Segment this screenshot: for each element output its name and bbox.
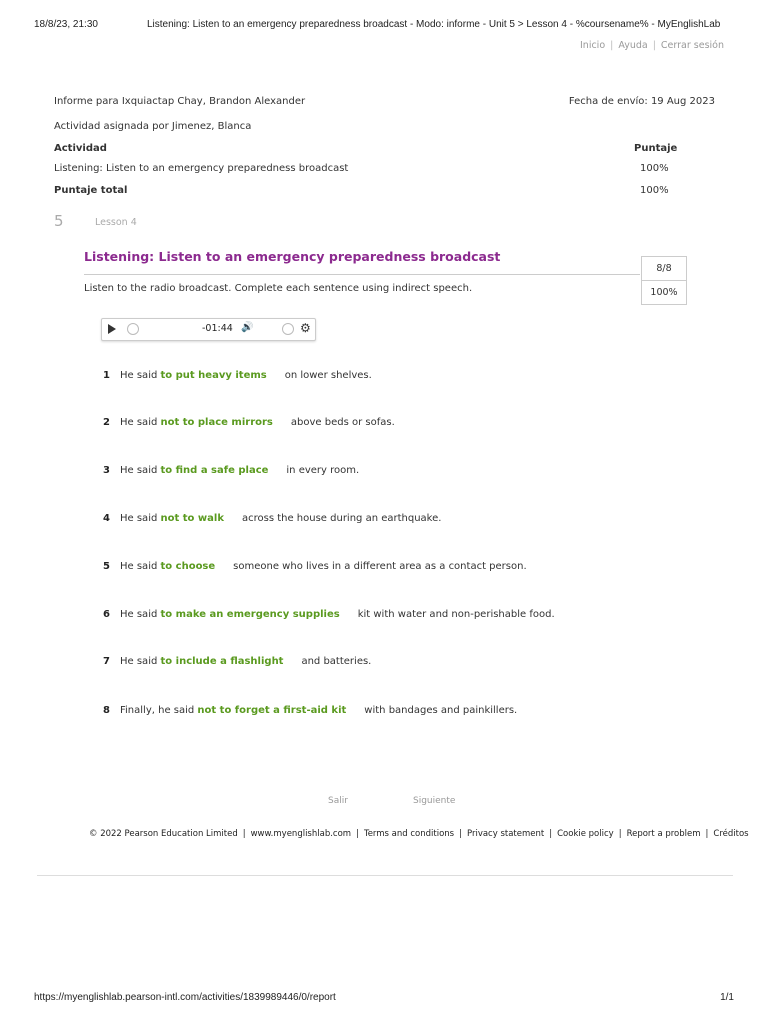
question-prefix: He said [120, 465, 158, 476]
activity-title: Listening: Listen to an emergency preparedness broadcast [84, 249, 501, 264]
print-page-title: Listening: Listen to an emergency preparedness broadcast - Modo: informe - Unit 5 > Lesson 4 - %coursename% - MyEnglishLab [147, 19, 721, 30]
question-prefix: He said [120, 609, 158, 620]
activity-row-score: 100% [640, 163, 669, 174]
question-item [103, 417, 395, 428]
progress-slider[interactable] [127, 323, 139, 335]
footer-link-report[interactable]: Report a problem [626, 829, 701, 839]
question-number: 8 [103, 705, 110, 716]
question-number: 2 [103, 417, 110, 428]
next-button[interactable]: Siguiente [413, 796, 456, 806]
question-number: 4 [103, 513, 110, 524]
question-suffix: and batteries. [301, 656, 372, 667]
question-suffix: on lower shelves. [284, 370, 372, 381]
exit-button[interactable]: Salir [328, 796, 348, 806]
print-datetime: 18/8/23, 21:30 [34, 19, 98, 30]
question-answer: to make an emergency supplies [160, 609, 340, 620]
sent-date: Fecha de envío: 19 Aug 2023 [568, 96, 715, 107]
footer-link-cookie[interactable]: Cookie policy [557, 829, 614, 839]
unit-number: 5 [54, 212, 64, 230]
question-suffix: across the house during an earthquake. [241, 513, 442, 524]
link-inicio[interactable]: Inicio [580, 40, 606, 51]
audio-player [101, 318, 316, 341]
report-for: Informe para Ixquiactap Chay, Brandon Alexander [54, 96, 306, 107]
question-answer: to put heavy items [160, 370, 267, 381]
question-prefix: He said [120, 561, 158, 572]
question-item [103, 656, 371, 667]
volume-slider[interactable] [282, 323, 294, 335]
print-url: https://myenglishlab.pearson-intl.com/activities/1839989446/0/report [34, 992, 336, 1003]
total-label: Puntaje total [54, 185, 128, 196]
title-divider [84, 274, 640, 275]
time-remaining: -01:44 [202, 323, 233, 334]
question-answer: to choose [160, 561, 216, 572]
question-number: 1 [103, 370, 110, 381]
question-item [103, 561, 527, 572]
question-item [103, 609, 555, 620]
question-prefix: He said [120, 656, 158, 667]
question-answer: not to place mirrors [160, 417, 273, 428]
activity-instructions: Listen to the radio broadcast. Complete each sentence using indirect speech. [84, 283, 473, 294]
volume-icon[interactable]: 🔊 [241, 322, 254, 333]
lesson-label: Lesson 4 [95, 217, 137, 228]
question-answer: not to walk [160, 513, 224, 524]
col-activity-header: Actividad [54, 143, 107, 154]
question-item [103, 465, 359, 476]
question-number: 3 [103, 465, 110, 476]
footer-link-terms[interactable]: Terms and conditions [363, 829, 455, 839]
footer-divider [37, 875, 733, 876]
score-box [641, 256, 687, 305]
question-number: 6 [103, 609, 110, 620]
col-score-header: Puntaje [634, 143, 678, 154]
question-number: 5 [103, 561, 110, 572]
question-item [103, 513, 441, 524]
question-prefix: He said [120, 417, 158, 428]
link-ayuda[interactable]: Ayuda [618, 40, 648, 51]
question-item [103, 705, 517, 716]
question-suffix: kit with water and non-perishable food. [357, 609, 555, 620]
site-footer: © 2022 Pearson Education Limited | www.myenglishlab.com | Terms and conditions | Privacy statement | Cookie policy | Report a problem | Créditos [89, 829, 749, 839]
question-answer: not to forget a first-aid kit [197, 705, 347, 716]
footer-link-credits[interactable]: Créditos [713, 829, 749, 839]
assigned-by: Actividad asignada por Jimenez, Blanca [54, 121, 252, 132]
activity-row-name: Listening: Listen to an emergency preparedness broadcast [54, 163, 349, 174]
question-suffix: above beds or sofas. [290, 417, 395, 428]
question-prefix: He said [120, 513, 158, 524]
total-score: 100% [640, 185, 669, 196]
link-cerrar-sesion[interactable]: Cerrar sesión [660, 40, 724, 51]
score-points: 8/8 [656, 263, 672, 274]
copyright: © 2022 Pearson Education Limited [89, 829, 238, 839]
gear-icon[interactable]: ⚙ [300, 321, 311, 335]
footer-link-privacy[interactable]: Privacy statement [466, 829, 545, 839]
question-suffix: in every room. [286, 465, 360, 476]
question-answer: to find a safe place [160, 465, 269, 476]
footer-link-site[interactable]: www.myenglishlab.com [250, 829, 352, 839]
question-suffix: with bandages and painkillers. [364, 705, 518, 716]
score-percent: 100% [642, 280, 686, 304]
question-prefix: Finally, he said [120, 705, 195, 716]
question-prefix: He said [120, 370, 158, 381]
play-icon[interactable] [108, 324, 116, 334]
question-item [103, 370, 372, 381]
question-answer: to include a flashlight [160, 656, 284, 667]
top-links: Inicio | Ayuda | Cerrar sesión [580, 40, 724, 51]
print-page-number: 1/1 [720, 992, 734, 1003]
question-suffix: someone who lives in a different area as a contact person. [233, 561, 527, 572]
question-number: 7 [103, 656, 110, 667]
